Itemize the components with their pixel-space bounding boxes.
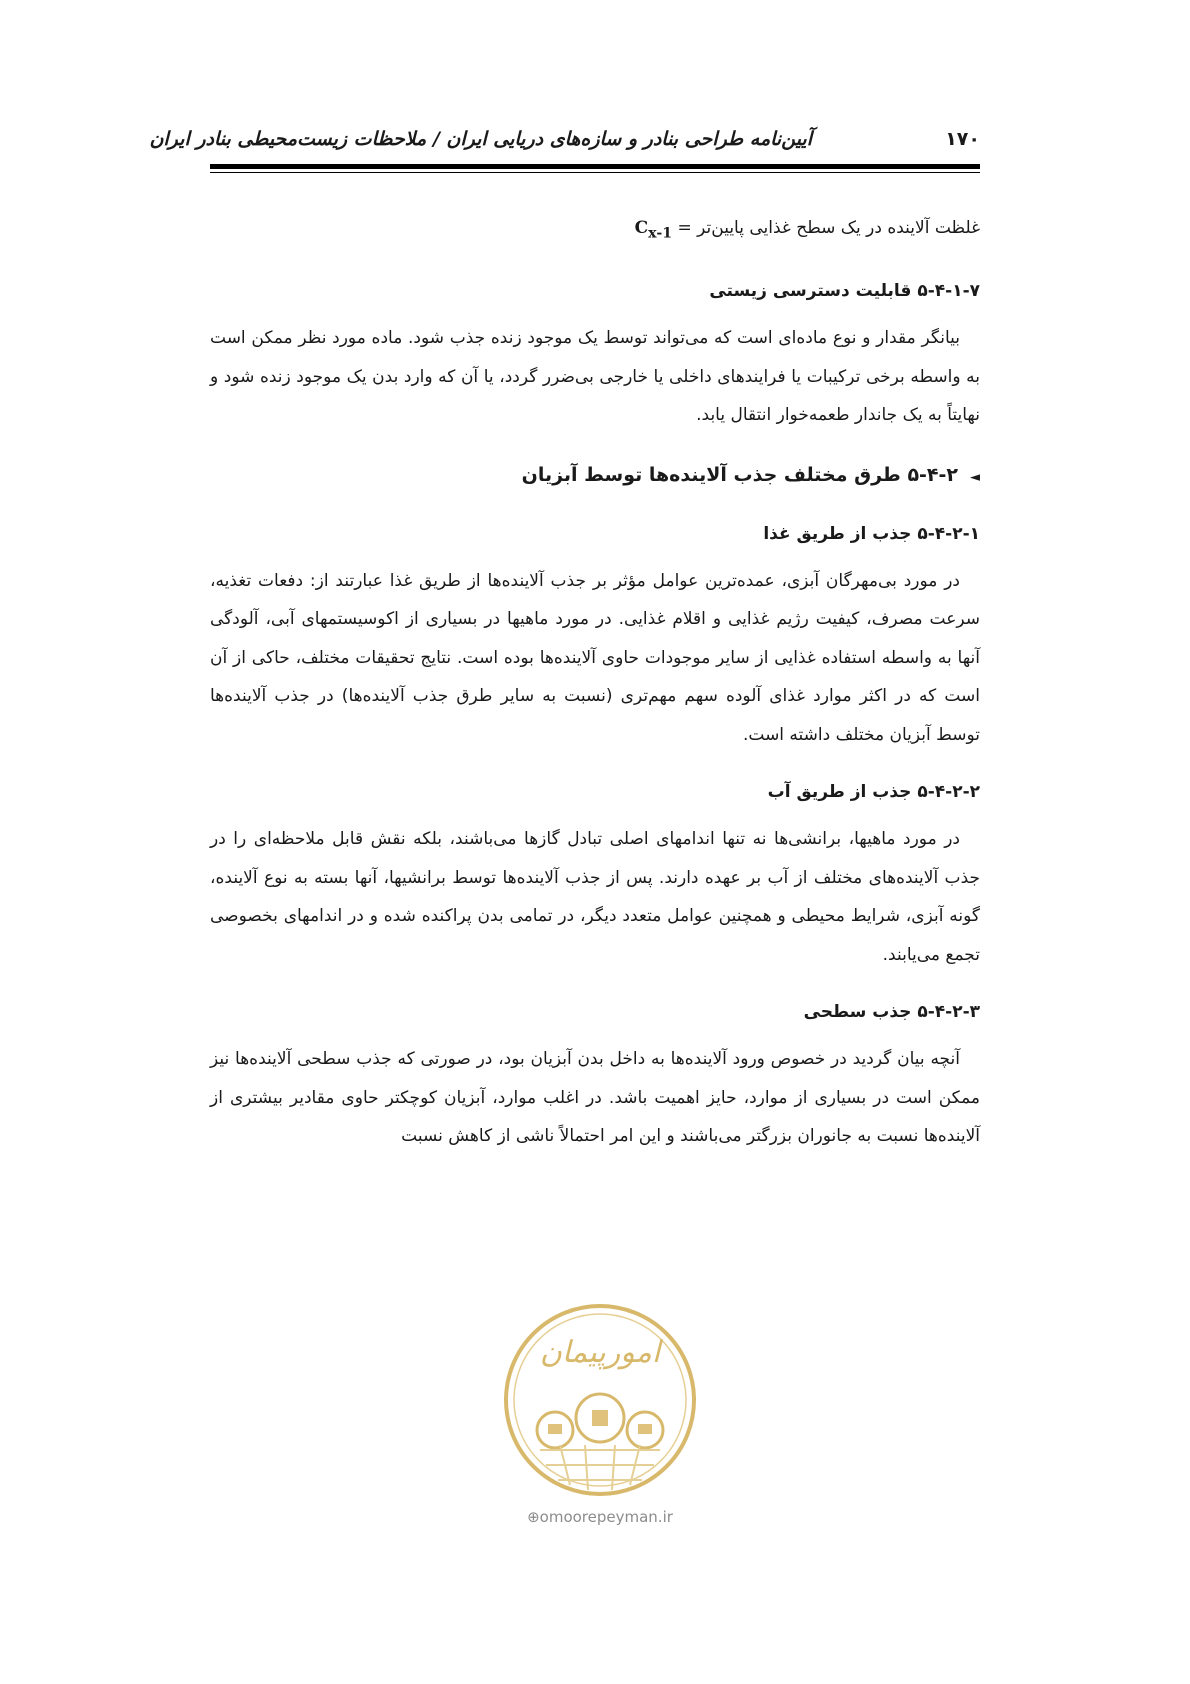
paragraph-water-uptake: در مورد ماهیها، برانشی‌ها نه تنها اندامهای اصلی تبادل گازها می‌باشند، بلکه نقش قابل ملاحظه‌ای را در جذب آلاینده‌های مختلف از آب بر عهده دارند. پس از جذب آلاینده‌ها توسط برانشیها، آنها بسته به نوع آلاینده، گونه آبزی، شرایط محیطی و همچنین عوامل متعدد دیگر، در تمامی بدن پراکنده شده و در اندامهای بخصوصی تجمع می‌یابند. — [210, 829, 980, 965]
logo-seal-icon — [500, 1300, 700, 1500]
omoorepeyman-logo — [500, 1300, 700, 1500]
formula-description: غلظت آلاینده در یک سطح غذایی پایین‌تر = — [672, 218, 980, 238]
section-heading-uptake-routes — [210, 457, 980, 496]
formula-line — [210, 208, 980, 253]
watermark-url: ⊕omoorepeyman.ir — [527, 1508, 673, 1526]
running-header — [149, 128, 980, 158]
paragraph-bioavailability: بیانگر مقدار و نوع ماده‌ای است که می‌تواند توسط یک موجود زنده جذب شود. ماده مورد نظر ممکن است به واسطه برخی ترکیبات یا فرایندهای داخلی یا خارجی بی‌ضرر گردد، یا آن که وارد بدن یک موجود زنده شود و نهایتاً به یک جاندار طعمه‌خوار انتقال یابد. — [210, 328, 980, 426]
arrow-bullet-icon: ◄ — [970, 469, 980, 485]
formula-subscript: x-1 — [648, 225, 673, 242]
section-heading-surface-uptake: ۵-۴-۲-۳ جذب سطحی — [803, 1002, 980, 1023]
section-heading-water-uptake: ۵-۴-۲-۲ جذب از طریق آب — [767, 782, 980, 803]
section-heading-bioavailability: ۵-۴-۱-۷ قابلیت دسترسی زیستی — [709, 281, 980, 302]
running-title: آیین‌نامه طراحی بنادر و سازه‌های دریایی ایران / ملاحظات زیست‌محیطی بنادر ایران — [149, 128, 812, 150]
globe-icon: ⊕ — [527, 1508, 540, 1526]
paragraph-surface-uptake: آنچه بیان گردید در خصوص ورود آلاینده‌ها به داخل بدن آبزیان بود، در صورتی که جذب سطحی آلاینده‌ها نیز ممکن است در بسیاری از موارد، حایز اهمیت باشد. در اغلب موارد، آبزیان کوچکتر حاوی مقادیر بیشتری از آلاینده‌ها نسبت به جانوران بزرگتر می‌باشند و این امر احتمالاً ناشی از کاهش نسبت — [210, 1049, 980, 1147]
logo-text: امورپیمان — [539, 1335, 661, 1370]
formula-symbol: $C_{x-1}$ — [634, 218, 673, 242]
header-rule-thin — [210, 172, 980, 173]
section-heading-uptake-routes-text: ۵-۴-۲ طرق مختلف جذب آلاینده‌ها توسط آبزیان — [521, 463, 958, 486]
page-body — [210, 208, 980, 1178]
page-number: ۱۷۰ — [945, 128, 980, 150]
paragraph-food-uptake: در مورد بی‌مهرگان آبزی، عمده‌ترین عوامل مؤثر بر جذب آلاینده‌ها از طریق غذا عبارتند از: دفعات تغذیه، سرعت مصرف، کیفیت رژیم غذایی و اقلام غذایی. در مورد ماهیها در بسیاری از اکوسیستمهای آبی، آلودگی آنها به واسطه استفاده غذایی از سایر موجودات حاوی آلاینده‌ها بوده است. نتایج تحقیقات مختلف، حاکی از آن است که در اکثر موارد غذای آلوده سهم مهم‌تری (نسبت به سایر طرق جذب آلاینده‌ها) در جذب آلاینده‌ها توسط آبزیان مختلف داشته است. — [210, 570, 980, 745]
header-rule-thick — [210, 164, 980, 169]
section-heading-food-uptake: ۵-۴-۲-۱ جذب از طریق غذا — [763, 523, 980, 544]
